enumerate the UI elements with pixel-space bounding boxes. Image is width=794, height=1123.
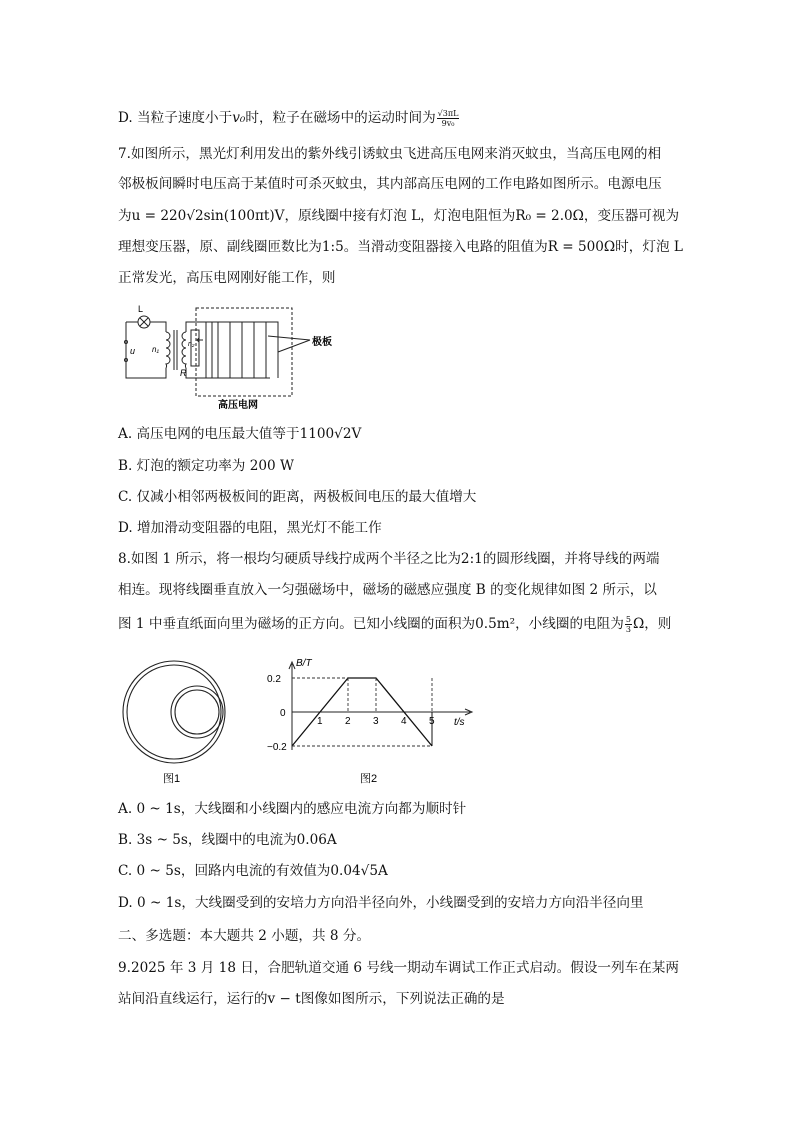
chart-x-tick-3: 3: [373, 716, 379, 727]
q7-line-3: 为u = 220√2sin(100πt)V，原线圈中接有灯泡 L，灯泡电阻恒为R₀ = 2.0Ω，变压器可视为: [118, 208, 680, 224]
chart-y-tick-0: 0.2: [267, 674, 281, 685]
q8-line-3: [118, 614, 671, 634]
q7-line-5: 正常发光，高压电网刚好能工作，则: [118, 270, 336, 286]
q7-fig-plate-label: 极板: [312, 337, 332, 348]
chart-x-tick-4: 4: [401, 716, 407, 727]
q8-figure-1: [118, 660, 238, 790]
chart-x-tick-1: 1: [317, 716, 323, 727]
chart-x-tick-5: 5: [429, 716, 435, 727]
chart-ylabel: B/T: [296, 658, 312, 669]
q7-option-b: B. 灯泡的额定功率为 200 W: [118, 458, 294, 474]
q6-d-fraction: [437, 109, 460, 128]
q6-d-frac-den: 9v₀: [441, 119, 455, 128]
q7-fig-R: R: [180, 368, 187, 378]
q8-line-3-text: 图 1 中垂直纸面向里为磁场的正方向。已知小线圈的面积为0.5m²，小线圈的电阻为: [118, 616, 624, 632]
q7-option-c: C. 仅减小相邻两极板间的距离，两极板间电压的最大值增大: [118, 489, 477, 505]
q8-fig1-caption: 图1: [163, 773, 181, 785]
q8-fraction: [625, 615, 632, 634]
q8-option-c: C. 0 ~ 5s，回路内电流的有效值为0.04√5A: [118, 863, 388, 879]
q8-option-a: A. 0 ~ 1s，大线圈和小线圈内的感应电流方向都为顺时针: [118, 801, 467, 817]
q8-option-b: B. 3s ~ 5s，线圈中的电流为0.06A: [118, 832, 337, 848]
q8-fig2-caption: 图2: [360, 773, 378, 785]
q7-line-2: 邻极板间瞬时电压高于某值时可杀灭蚊虫，其内部高压电网的工作电路如图所示。电源电压: [118, 176, 662, 192]
q7-line-4: 理想变压器，原、副线圈匝数比为1:5。当滑动变阻器接入电路的阻值为R = 500Ω时，灯泡 L: [118, 239, 683, 255]
q8-frac-den: 3: [625, 625, 631, 634]
q7-fig-L: L: [138, 304, 144, 314]
q8-line-3-tail: Ω，则: [632, 616, 672, 632]
q6-d-frac-num: √3πL: [437, 109, 459, 118]
q7-circuit-figure: [118, 300, 368, 412]
q7-option-a: A. 高压电网的电压最大值等于1100√2V: [118, 426, 362, 442]
q8-line-2: 相连。现将线圈垂直放入一匀强磁场中，磁场的磁感应强度 B 的变化规律如图 2 所示，以: [118, 582, 657, 598]
q9-line-2: 站间沿直线运行，运行的v − t图像如图所示，下列说法正确的是: [118, 991, 505, 1007]
q8-frac-num: 5: [625, 615, 631, 624]
q7-fig-n2: n₂: [188, 341, 195, 348]
q9-line-1: 9.2025 年 3 月 18 日，合肥轨道交通 6 号线一期动车调试工作正式启动。假设一列车在某两: [118, 960, 679, 976]
q6-option-d: [118, 108, 460, 128]
q7-fig-caption: 高压电网: [218, 400, 258, 411]
q8-line-1: 8.如图 1 所示，将一根均匀硬质导线拧成两个半径之比为2:1的圆形线圈，并将导线的两端: [118, 551, 660, 567]
chart-x-tick-2: 2: [345, 716, 351, 727]
q6-d-mid: 时，粒子在磁场中的运动时间为: [245, 110, 436, 126]
q6-d-v0: v₀: [232, 110, 246, 126]
q8-figure-2-bt-chart: [260, 652, 480, 790]
q7-fig-n1: n₁: [152, 345, 159, 354]
chart-y-tick-2: −0.2: [267, 742, 287, 753]
q7-fig-u: u: [130, 346, 136, 356]
q7-line-1: 7.如图所示，黑光灯利用发出的紫外线引诱蚊虫飞进高压电网来消灭蚊虫，当高压电网的相: [118, 146, 662, 162]
q7-option-d: D. 增加滑动变阻器的电阻，黑光灯不能工作: [118, 520, 382, 536]
q8-option-d: D. 0 ~ 1s，大线圈受到的安培力方向沿半径向外，小线圈受到的安培力方向沿半径向里: [118, 895, 644, 911]
chart-xlabel: t/s: [454, 717, 465, 728]
section-2-heading: 二、多选题：本大题共 2 小题，共 8 分。: [118, 928, 371, 944]
q6-d-prefix: D. 当粒子速度小于: [118, 110, 233, 126]
chart-y-tick-1: 0: [280, 708, 286, 719]
